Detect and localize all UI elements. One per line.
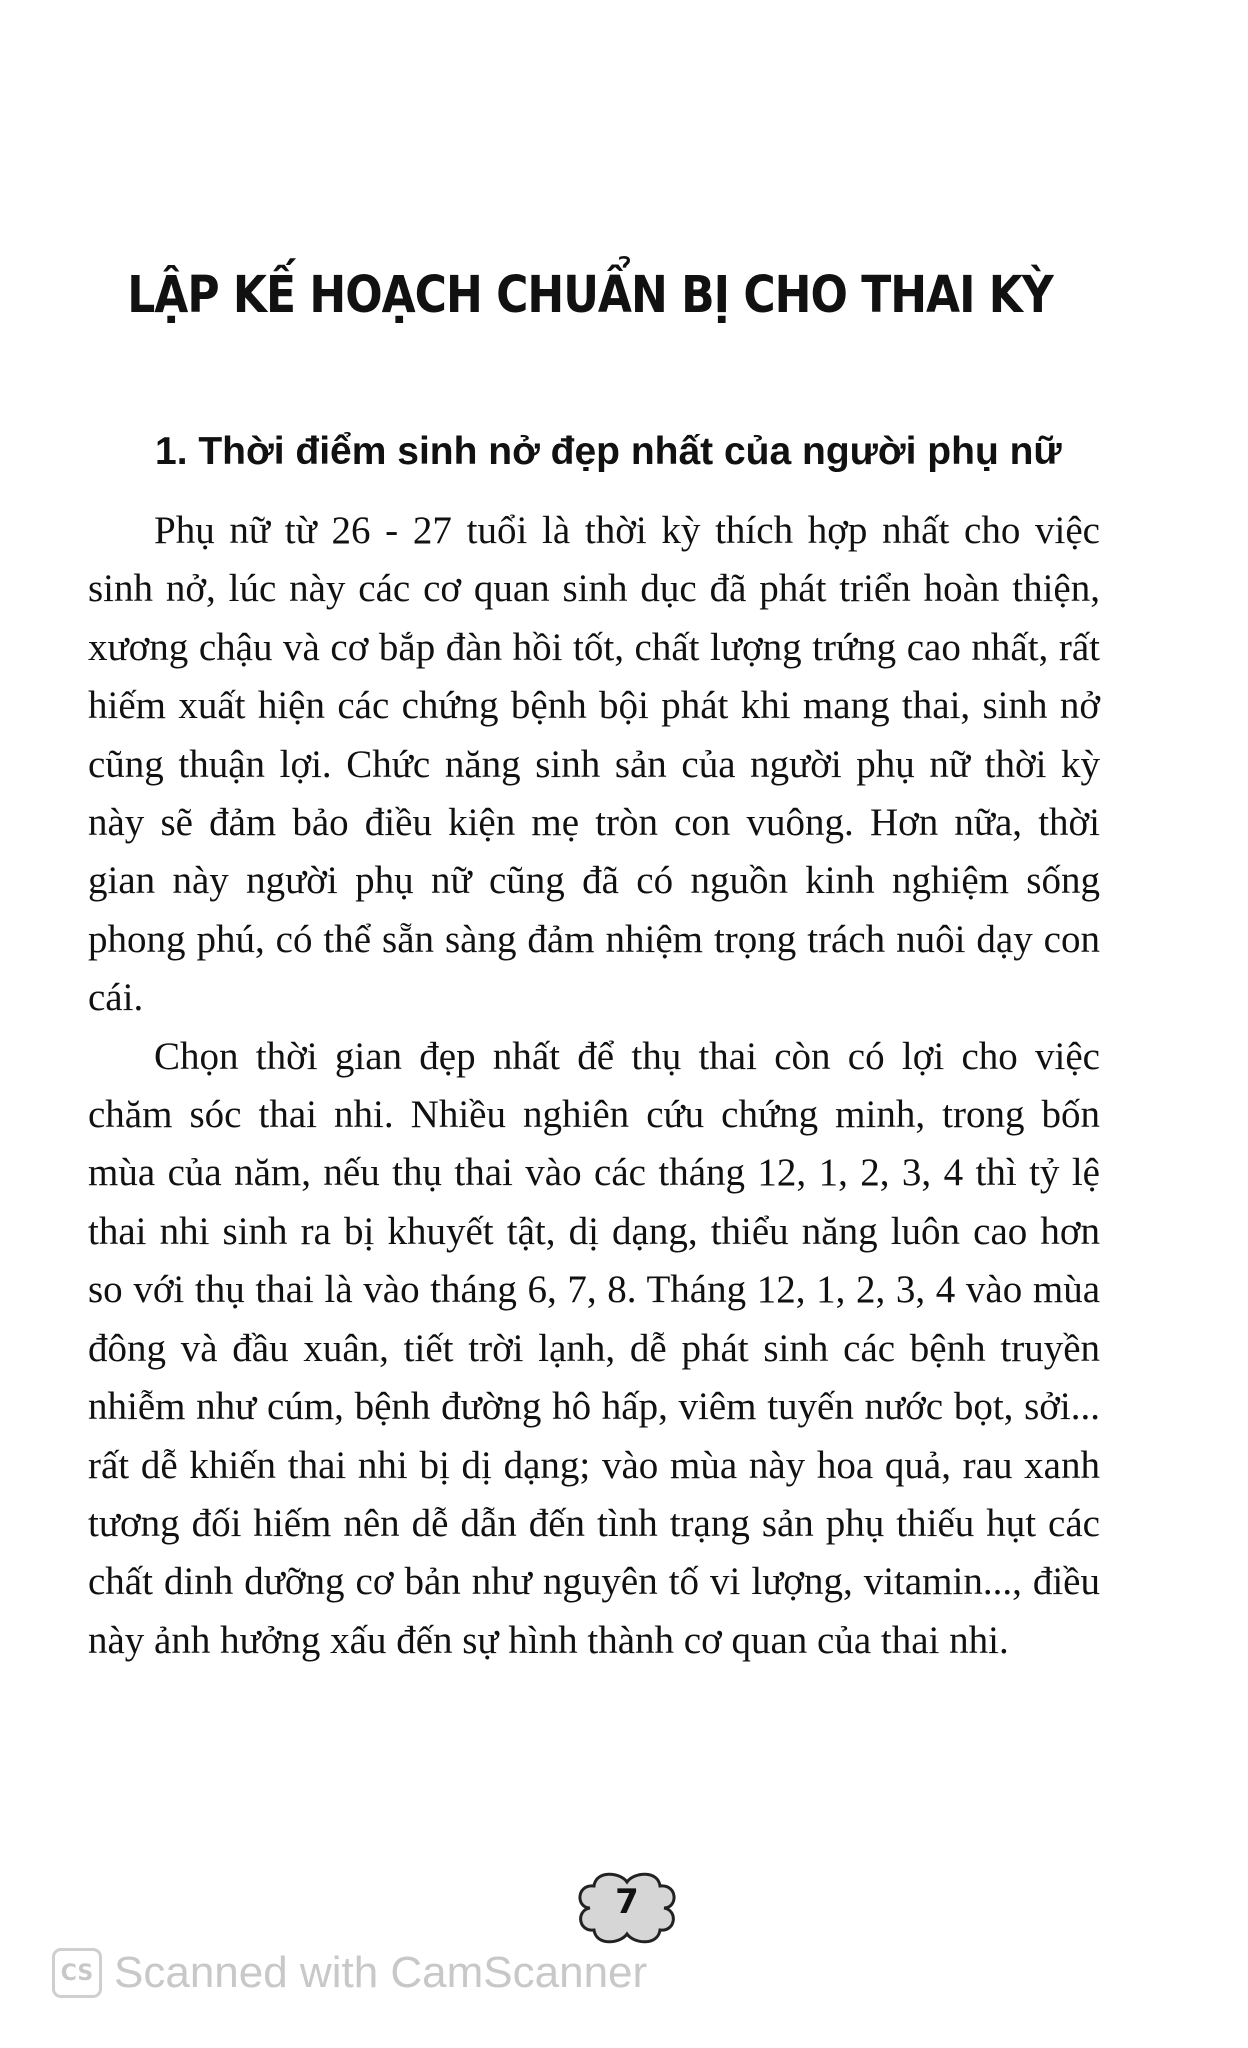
paragraph: Phụ nữ từ 26 - 27 tuổi là thời kỳ thích hợp nhất cho việc sinh nở, lúc này các cơ quan sinh dục đã phát triển hoàn thiện, xương chậu và cơ bắp đàn hồi tốt, chất lượng trứng cao nhất, rất hiếm xuất hiện các chứng bệnh bội phát khi mang thai, sinh nở cũng thuận lợi. Chức năng sinh sản của người phụ nữ thời kỳ này sẽ đảm bảo điều kiện mẹ tròn con vuông. Hơn nữa, thời gian này người phụ nữ cũng đã có nguồn kinh nghiệm sống phong phú, có thể sẵn sàng đảm nhiệm trọng trách nuôi dạy con cái. [88,509,1100,1020]
chapter-title: LẬP KẾ HOẠCH CHUẨN BỊ CHO THAI KỲ [127,266,1053,325]
section-title: 1. Thời điểm sinh nở đẹp nhất của người phụ nữ [155,430,1062,473]
camscanner-watermark [52,1943,647,2003]
watermark-text: Scanned with CamScanner [114,1948,648,1997]
camscanner-logo-icon: CS [52,1948,102,1998]
body-text [88,502,1100,1670]
paragraph: Chọn thời gian đẹp nhất để thụ thai còn có lợi cho việc chăm sóc thai nhi. Nhiều nghiên cứu chứng minh, trong bốn mùa của năm, nếu thụ thai vào các tháng 12, 1, 2, 3, 4 thì tỷ lệ thai nhi sinh ra bị khuyết tật, dị dạng, thiểu năng luôn cao hơn so với thụ thai là vào tháng 6, 7, 8. Tháng 12, 1, 2, 3, 4 vào mùa đông và đầu xuân, tiết trời lạnh, dễ phát sinh các bệnh truyền nhiễm như cúm, bệnh đường hô hấp, viêm tuyến nước bọt, sởi... rất dễ khiến thai nhi bị dị dạng; vào mùa này hoa quả, rau xanh tương đối hiếm nên dễ dẫn đến tình trạng sản phụ thiếu hụt các chất dinh dưỡng cơ bản như nguyên tố vi lượng, vitamin..., điều này ảnh hưởng xấu đến sự hình thành cơ quan của thai nhi. [88,1034,1100,1662]
page-number-badge [572,1868,682,1948]
page-number: 7 [615,1882,639,1922]
